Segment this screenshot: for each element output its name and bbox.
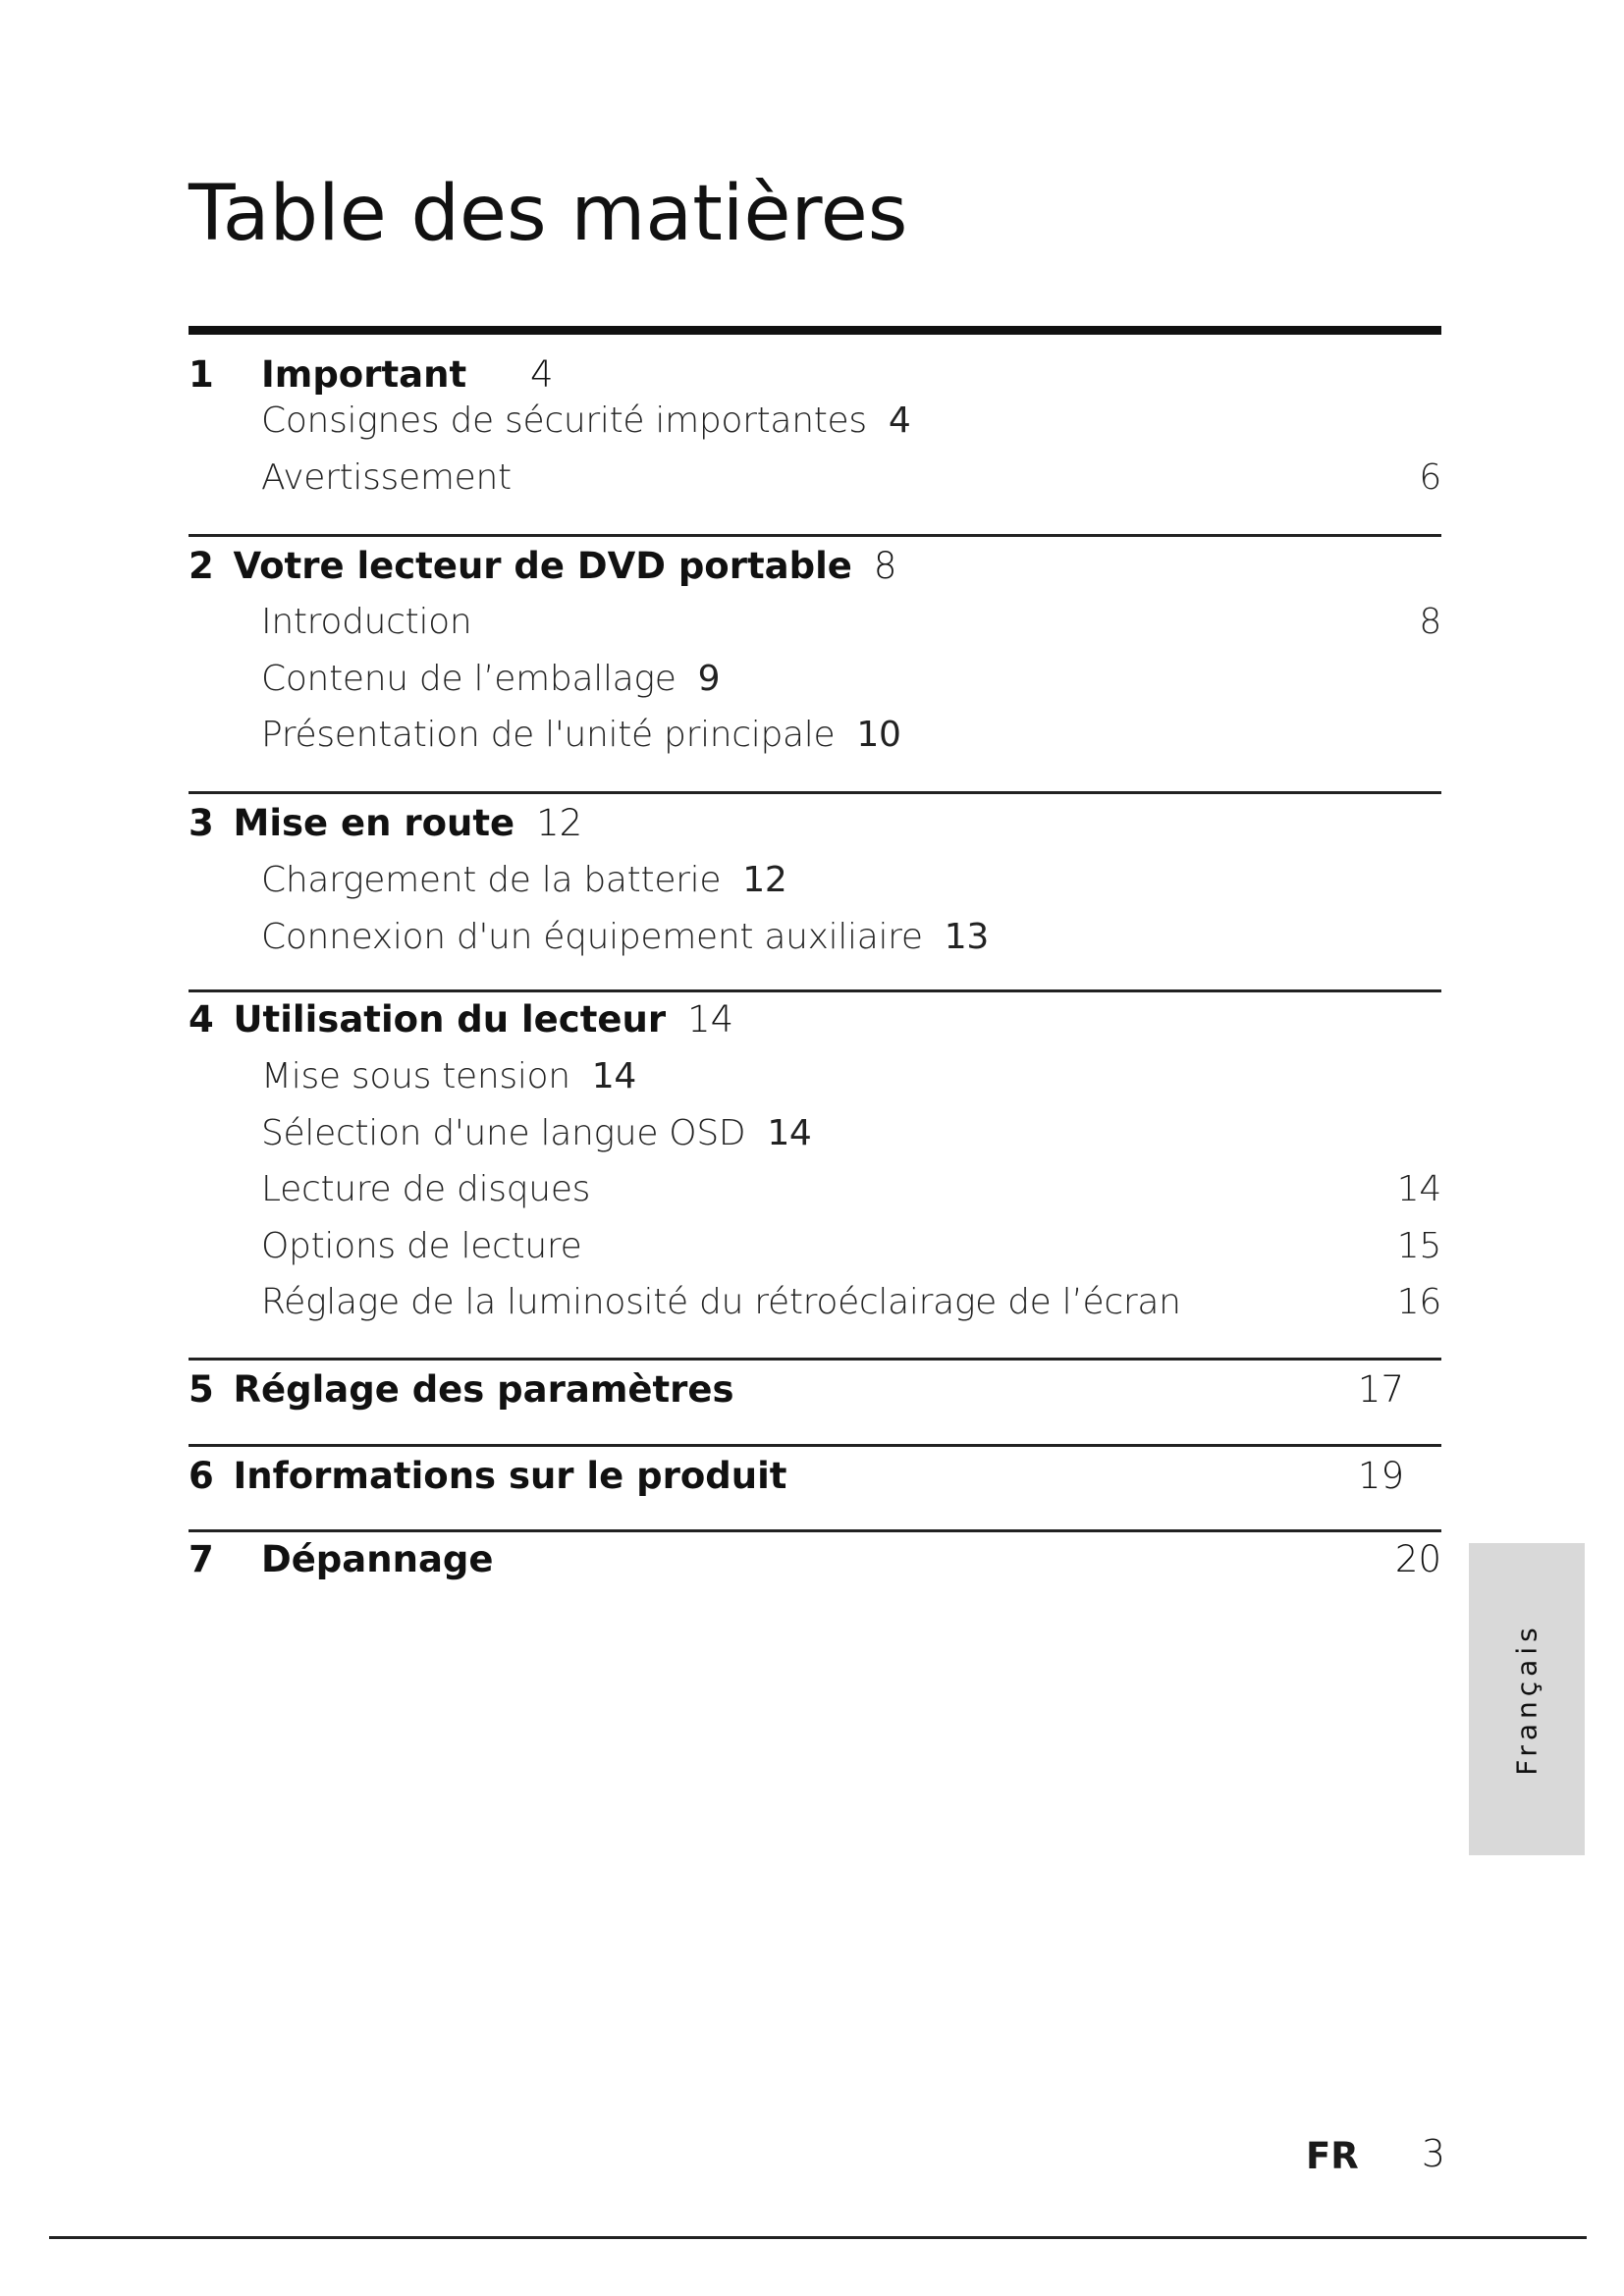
entry-page: 14 <box>591 1056 637 1096</box>
section-divider <box>189 1358 1441 1361</box>
footer-page-number: 3 <box>1421 2132 1445 2175</box>
section-number: 6 <box>189 1455 214 1497</box>
toc-entry-2-1[interactable] <box>261 601 471 644</box>
section-number: 7 <box>189 1538 214 1580</box>
toc-entry-4-2[interactable] <box>261 1112 812 1155</box>
toc-section-5[interactable] <box>189 1368 734 1412</box>
entry-label: Sélection d'une langue OSD <box>261 1113 746 1153</box>
toc-section-3[interactable] <box>189 802 582 845</box>
toc-entry-4-4[interactable] <box>261 1225 581 1268</box>
entry-page: 8 <box>1419 602 1441 642</box>
entry-label: Consignes de sécurité importantes <box>261 400 867 441</box>
entry-page: 4 <box>888 400 911 441</box>
section-page: 12 <box>536 802 583 844</box>
footer-language-code: FR <box>1306 2135 1359 2177</box>
section-number: 3 <box>189 802 214 844</box>
entry-page: 12 <box>742 860 787 900</box>
toc-section-2[interactable] <box>189 545 896 588</box>
section-page: 8 <box>873 545 897 587</box>
toc-entry-3-1[interactable] <box>261 859 786 902</box>
title-divider <box>189 326 1441 335</box>
toc-entry-4-5[interactable] <box>261 1281 1181 1324</box>
entry-label: Avertissement <box>261 457 512 498</box>
entry-label: Contenu de l’emballage <box>261 659 677 699</box>
language-side-tab <box>1469 1543 1585 1855</box>
entry-label: Introduction <box>261 602 472 642</box>
entry-page: 9 <box>697 659 721 699</box>
section-label: Mise en route <box>233 802 515 844</box>
entry-page: 6 <box>1419 457 1441 498</box>
entry-page: 16 <box>1396 1282 1441 1322</box>
toc-section-7-title[interactable] <box>261 1538 494 1581</box>
section-divider <box>189 534 1441 537</box>
section-number: 5 <box>189 1368 214 1411</box>
section-divider <box>189 1444 1441 1447</box>
toc-entry-3-2[interactable] <box>261 916 989 959</box>
entry-page: 15 <box>1396 1226 1441 1266</box>
section-label: Dépannage <box>261 1538 494 1580</box>
section-page: 20 <box>1394 1538 1441 1580</box>
section-divider <box>189 989 1441 992</box>
section-page: 19 <box>1357 1455 1404 1497</box>
entry-label: Options de lecture <box>261 1226 582 1266</box>
toc-section-1-title[interactable] <box>261 353 466 397</box>
section-label: Important <box>261 353 467 396</box>
entry-page: 14 <box>1396 1169 1441 1209</box>
footer-rule <box>49 2236 1587 2239</box>
entry-label: Chargement de la batterie <box>261 860 722 900</box>
section-page: 14 <box>687 998 734 1041</box>
toc-entry-4-3[interactable] <box>261 1168 590 1211</box>
toc-section-4[interactable] <box>189 998 733 1041</box>
toc-entry-4-1[interactable] <box>261 1055 636 1098</box>
section-page: 17 <box>1357 1368 1404 1411</box>
entry-page: 13 <box>944 917 989 957</box>
section-number: 4 <box>189 998 214 1041</box>
entry-label: Présentation de l'unité principale <box>261 715 836 755</box>
toc-entry-2-2[interactable] <box>261 658 720 701</box>
section-label: Réglage des paramètres <box>233 1368 734 1411</box>
section-divider <box>189 791 1441 794</box>
section-divider <box>189 1529 1441 1532</box>
toc-section-7[interactable] <box>189 1538 214 1581</box>
entry-page: 10 <box>856 715 901 755</box>
toc-entry-1-2[interactable] <box>261 456 512 500</box>
entry-label: Connexion d'un équipement auxiliaire <box>261 917 923 957</box>
entry-label: Réglage de la luminosité du rétroéclairage de l’écran <box>261 1282 1181 1322</box>
toc-section-6[interactable] <box>189 1455 786 1498</box>
section-page: 4 <box>530 353 554 396</box>
entry-page: 14 <box>767 1113 812 1153</box>
page-title: Table des matières <box>189 170 908 258</box>
section-number: 2 <box>189 545 214 587</box>
toc-entry-1-1[interactable] <box>261 400 910 443</box>
toc-entry-2-3[interactable] <box>261 714 901 757</box>
section-label: Votre lecteur de DVD portable <box>233 545 852 587</box>
entry-label: Mise sous tension <box>261 1056 570 1096</box>
toc-section-1[interactable] <box>189 353 214 397</box>
entry-label: Lecture de disques <box>261 1169 591 1209</box>
section-label: Informations sur le produit <box>233 1455 787 1497</box>
section-label: Utilisation du lecteur <box>233 998 667 1041</box>
language-tab-label: Français <box>1510 1623 1543 1776</box>
section-number: 1 <box>189 353 214 396</box>
